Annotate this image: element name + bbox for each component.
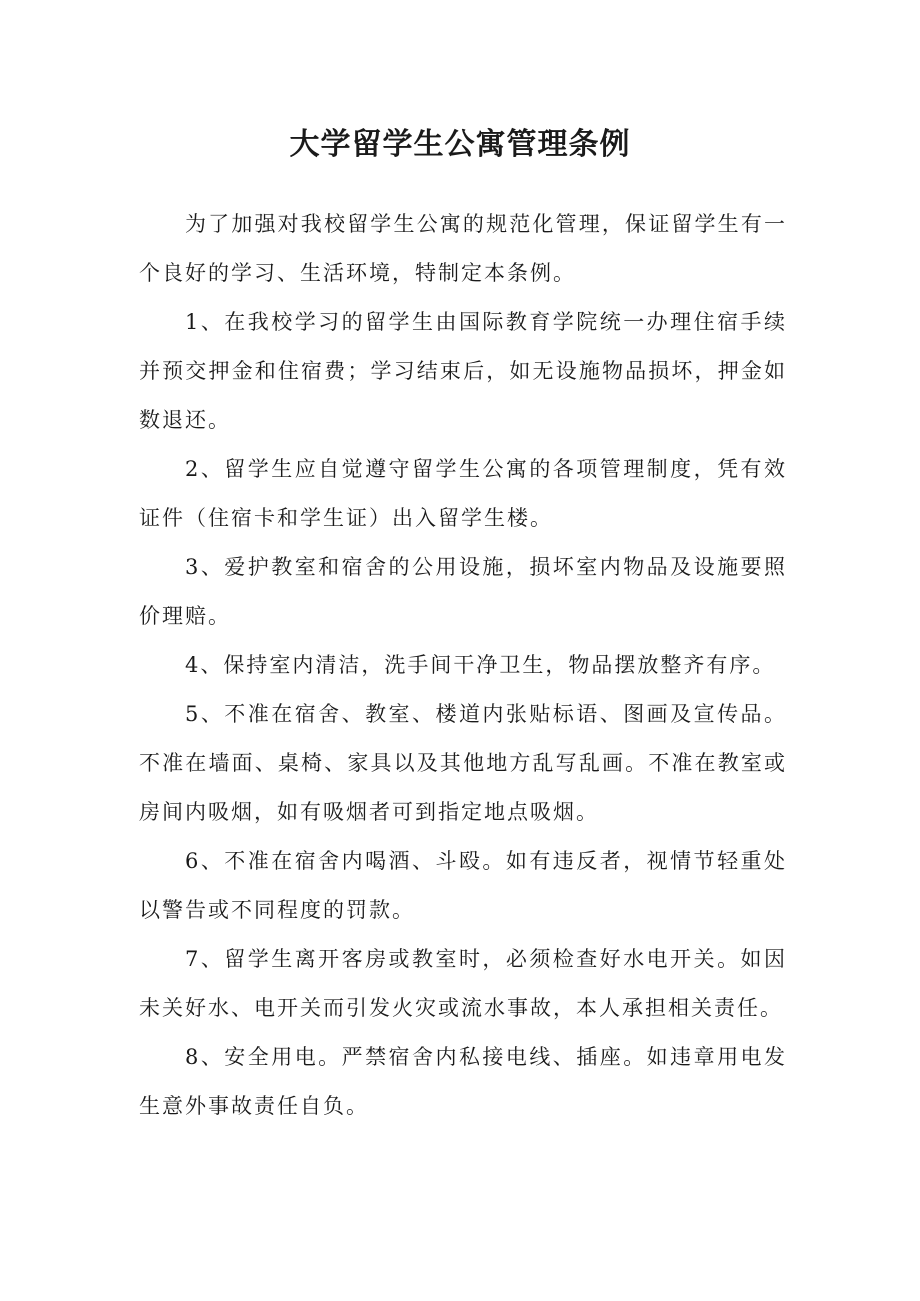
rule-paragraph-2: 2、留学生应自觉遵守留学生公寓的各项管理制度，凭有效证件（住宿卡和学生证）出入留学生楼。 (139, 457, 787, 530)
rule-paragraph-7: 7、留学生离开客房或教室时，必须检查好水电开关。如因未关好水、电开关而引发火灾或流水事故，本人承担相关责任。 (139, 947, 787, 1020)
rule-paragraph-3: 3、爱护教室和宿舍的公用设施，损坏室内物品及设施要照价理赔。 (139, 555, 787, 628)
rule-paragraph-6: 6、不准在宿舍内喝酒、斗殴。如有违反者，视情节轻重处以警告或不同程度的罚款。 (139, 849, 787, 922)
document-body (139, 200, 787, 1131)
document-title: 大学留学生公寓管理条例 (289, 127, 631, 162)
rule-paragraph-5: 5、不准在宿舍、教室、楼道内张贴标语、图画及宣传品。不准在墙面、桌椅、家具以及其他地方乱写乱画。不准在教室或房间内吸烟，如有吸烟者可到指定地点吸烟。 (139, 702, 787, 824)
rule-paragraph-1: 1、在我校学习的留学生由国际教育学院统一办理住宿手续并预交押金和住宿费；学习结束后，如无设施物品损坏，押金如数退还。 (139, 310, 787, 432)
rule-paragraph-8: 8、安全用电。严禁宿舍内私接电线、插座。如违章用电发生意外事故责任自负。 (139, 1045, 787, 1118)
intro-paragraph: 为了加强对我校留学生公寓的规范化管理，保证留学生有一个良好的学习、生活环境，特制定本条例。 (139, 212, 787, 285)
rule-paragraph-4: 4、保持室内清洁，洗手间干净卫生，物品摆放整齐有序。 (185, 653, 776, 677)
